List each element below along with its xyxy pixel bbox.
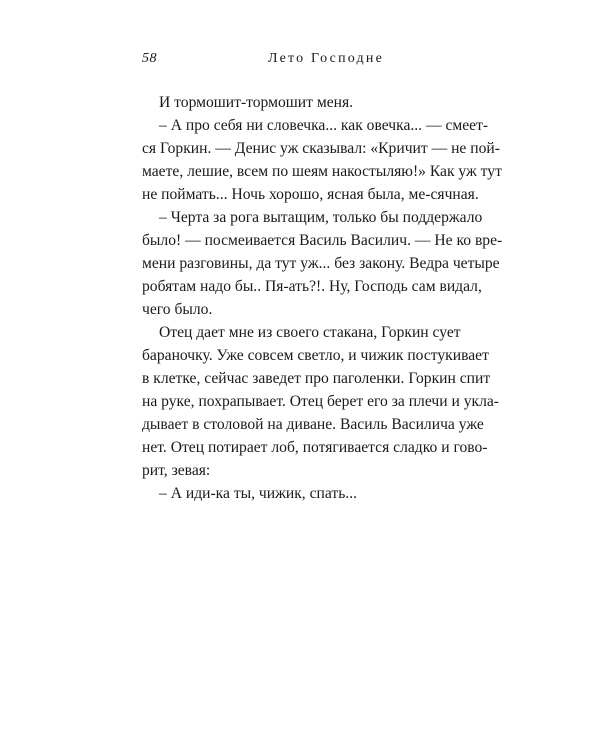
text-line: маете, лешие, всем по шеям накостыляю!» Как уж тут (142, 163, 502, 180)
text-line: мени разговины, да тут уж... без закону. Ведра четыре (142, 255, 500, 272)
text-line: не поймать... Ночь хорошо, ясная была, ме-сячная. (142, 186, 479, 203)
text-line: И тормошит-тормошит меня. (159, 94, 354, 111)
text-line: было! — посмеивается Василь Василич. — Не ко вре- (142, 232, 503, 249)
text-line: ся Горкин. — Денис уж сказывал: «Кричит — не пой- (142, 140, 500, 157)
body-text (142, 91, 510, 505)
page-number: 58 (142, 51, 157, 66)
text-line: на руке, похрапывает. Отец берет его за плечи и укла- (142, 393, 499, 410)
text-line: бараночку. Уже совсем светло, и чижик постукивает (142, 347, 489, 364)
running-title: Лето Господне (268, 51, 384, 66)
text-line: – Черта за рога вытащим, только бы поддержало (159, 209, 483, 226)
text-line: чего было. (142, 301, 213, 318)
text-line: – А про себя ни словечка... как овечка... — смеет- (159, 117, 489, 134)
text-line: нет. Отец потирает лоб, потягивается сладко и гово- (142, 439, 488, 456)
text-line: дывает в столовой на диване. Василь Василича уже (142, 416, 484, 433)
text-line: в клетке, сейчас заведет про паголенки. Горкин спит (142, 370, 491, 387)
text-line: рит, зевая: (142, 462, 211, 479)
text-line: робятам надо бы.. Пя-ать?!. Ну, Господь сам видал, (142, 278, 482, 295)
text-line: – А иди-ка ты, чижик, спать... (159, 485, 358, 502)
running-header (142, 51, 510, 71)
text-line: Отец дает мне из своего стакана, Горкин сует (159, 324, 461, 341)
